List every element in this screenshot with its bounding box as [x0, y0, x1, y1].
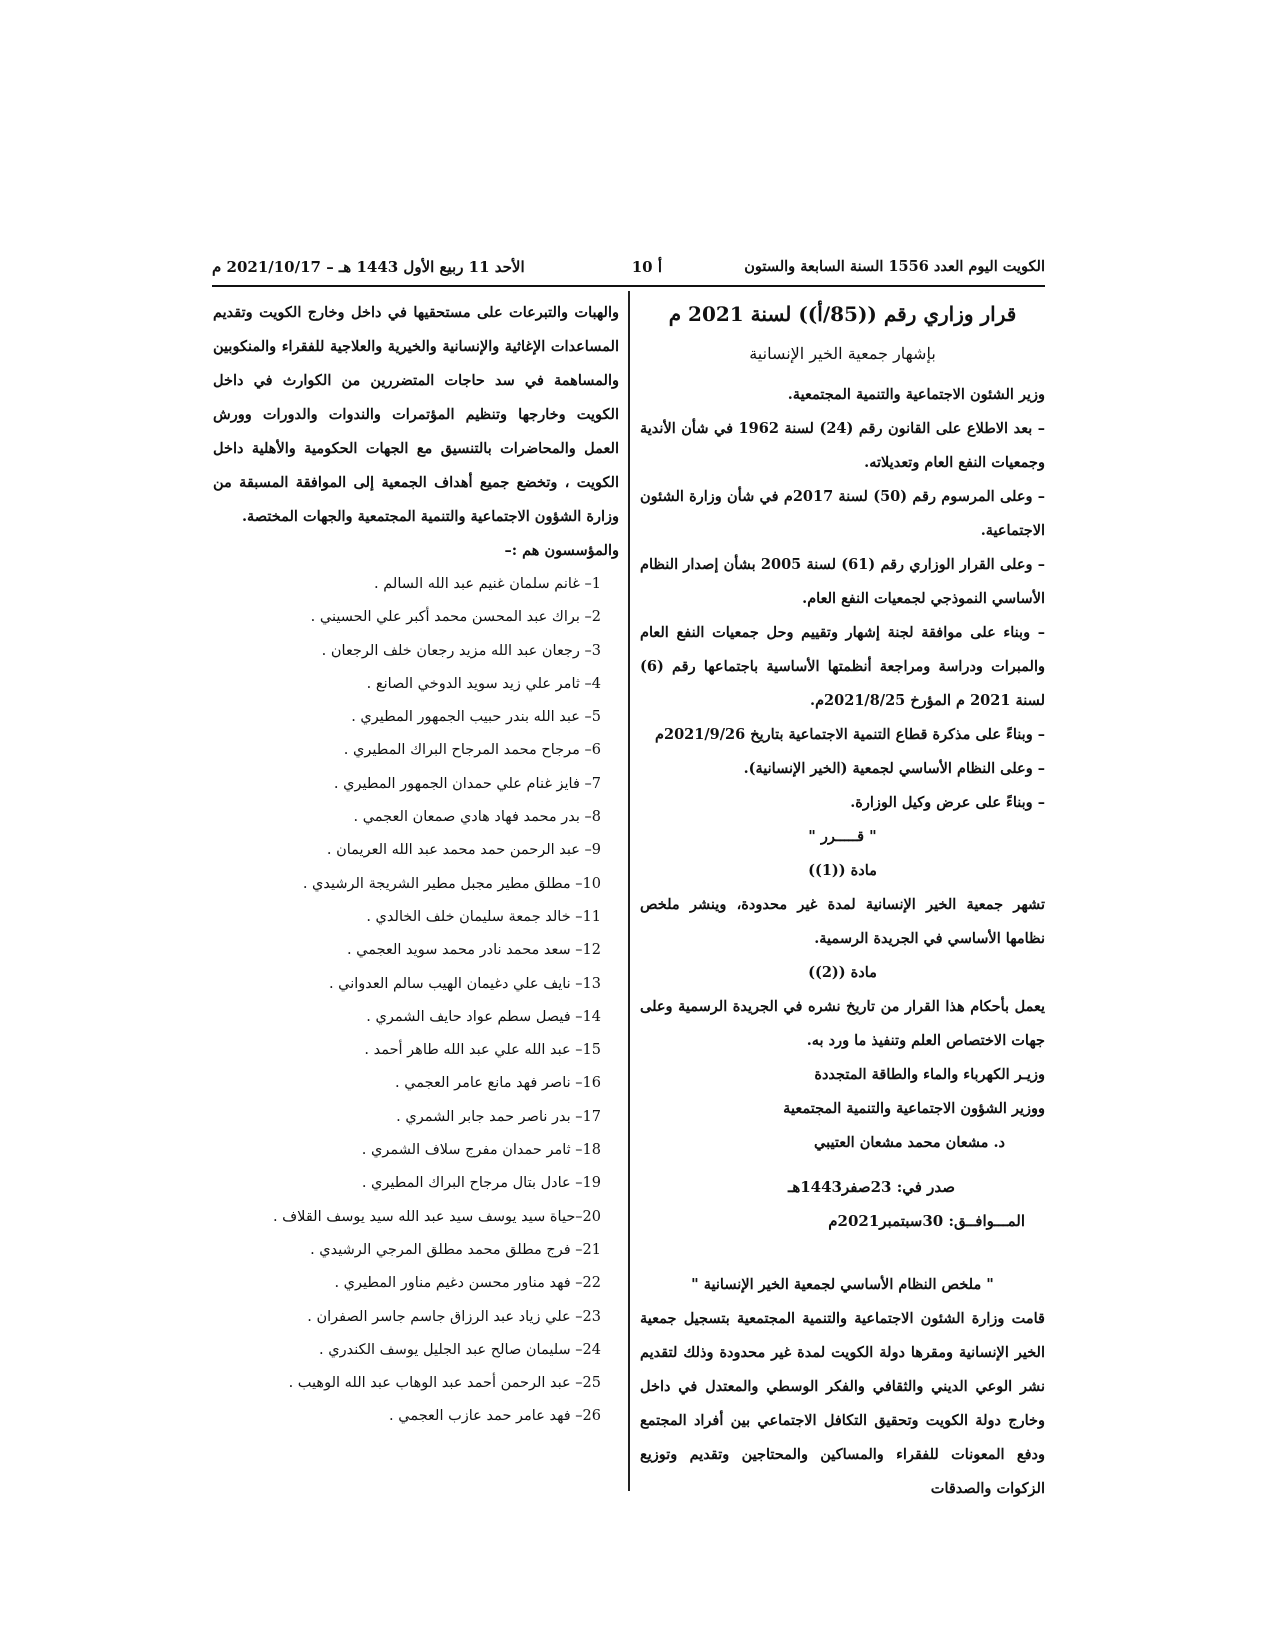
article-2-text: يعمل بأحكام هذا القرار من تاريخ نشره في الجريدة الرسمية وعلى جهات الاختصاص العلم وتنفيذ ما ورد به.: [640, 998, 1045, 1049]
list-item: 22– فهد مناور محسن دغيم مناور المطيري .: [334, 1275, 601, 1292]
recital-7: – وبناءً على عرض وكيل الوزارة.: [850, 794, 1045, 811]
list-item: 8– بدر محمد فهاد هادي صمعان العجمي .: [353, 809, 601, 826]
list-item: 2– براك عبد المحسن محمد أكبر علي الحسيني .: [310, 609, 601, 626]
list-item: 17– بدر ناصر حمد جابر الشمري .: [396, 1108, 601, 1125]
recital-3: – وعلى القرار الوزاري رقم (61) لسنة 2005 بشأن إصدار النظام الأساسي النموذجي لجمعيات النفع العام.: [640, 556, 1045, 607]
summary-continuation: والهبات والتبرعات على مستحقيها في داخل وخارج الكويت وتقديم المساعدات الإغاثية والإنسانية والخيرية والعلاجية للفقراء والمنكوبين والمساهمة في سد حاجات المتضررين من الكوارث في داخل الكويت وخارجها وتنظيم المؤتمرات والندوات والدورات وورش العمل والمحاضرات بالتنسيق مع الجهات الحكومية والأهلية داخل الكويت ، وتخضع جميع أهداف الجمعية إلى الموافقة المسبقة من وزارة الشؤون الاجتماعية والتنمية المجتمعية والجهات المختصة.: [213, 304, 619, 525]
header-date: الأحد 11 ربيع الأول 1443 هـ – 2021/10/17 م: [212, 258, 525, 276]
spacer: [640, 1238, 1045, 1268]
decree-subtitle: بإشهار جمعية الخير الإنسانية: [749, 344, 936, 363]
list-item: 1– غانم سلمان غنيم عبد الله السالم .: [374, 576, 601, 592]
list-item: 6– مرجاح محمد المرجاح البراك المطيري .: [343, 742, 601, 759]
column-divider: [628, 291, 630, 1491]
right-column: [640, 296, 1045, 1506]
header-rule: [212, 285, 1045, 287]
list-item: 16– ناصر فهد مانع عامر العجمي .: [394, 1075, 601, 1092]
recital-1: – بعد الاطلاع على القانون رقم (24) لسنة 1962 في شأن الأندية وجمعيات النفع العام وتعديلاته.: [640, 420, 1045, 471]
list-item: 3– رجعان عبد الله مزيد رجعان خلف الرجعان .: [321, 642, 601, 659]
article-1-title: مادة ((1)): [808, 862, 877, 879]
founders-label: والمؤسسون هم :–: [504, 542, 619, 559]
list-item: 10– مطلق مطير مجبل مطير الشريجة الرشيدي .: [302, 875, 601, 892]
list-item: 15– عبد الله علي عبد الله طاهر أحمد .: [364, 1042, 601, 1059]
list-item: 26– فهد عامر حمد عازب العجمي .: [389, 1408, 601, 1425]
signature-title-2: ووزير الشؤون الاجتماعية والتنمية المجتمعية: [783, 1100, 1045, 1117]
list-item: 24– سليمان صالح عبد الجليل يوسف الكندري .: [319, 1341, 601, 1358]
spacer: [640, 1160, 1045, 1170]
list-item: 23– علي زياد عبد الرزاق جاسم جاسر الصفران .: [307, 1308, 601, 1325]
list-item: 11– خالد جمعة سليمان خلف الخالدي .: [366, 908, 601, 925]
founders-list: [213, 568, 619, 1434]
corresponding-date: المـــوافــق: 30سبتمبر2021م: [828, 1212, 1025, 1230]
list-item: 20–حياة سيد يوسف سيد عبد الله سيد يوسف القلاف .: [272, 1208, 601, 1225]
list-item: 21– فرج مطلق محمد مطلق المرجي الرشيدي .: [310, 1241, 601, 1258]
left-column: [213, 296, 619, 1434]
page-header: [212, 258, 1045, 282]
list-item: 14– فيصل سطم عواد حايف الشمري .: [366, 1008, 601, 1025]
header-page-number: أ 10: [631, 258, 662, 276]
decree-title: قرار وزاري رقم ((85/أ)) لسنة 2021 م: [668, 302, 1017, 326]
list-item: 9– عبد الرحمن حمد محمد عبد الله العريمان .: [326, 842, 601, 859]
list-item: 4– ثامر علي زيد سويد الدوخي الصانع .: [366, 675, 601, 692]
signature-name: د. مشعان محمد مشعان العتيبي: [814, 1134, 1005, 1151]
decree-minister: وزير الشئون الاجتماعية والتنمية المجتمعية.: [787, 386, 1045, 403]
recital-6: – وعلى النظام الأساسي لجمعية (الخير الإنسانية).: [743, 760, 1045, 777]
recital-5: – وبناءً على مذكرة قطاع التنمية الاجتماعية بتاريخ 2021/9/26م: [655, 726, 1045, 743]
article-1-text: تشهر جمعية الخير الإنسانية لمدة غير محدودة، وينشر ملخص نظامها الأساسي في الجريدة الرسمية.: [640, 896, 1045, 947]
signature-title-1: وزيـر الكهرباء والماء والطاقة المتجددة: [814, 1066, 1045, 1083]
list-item: 19– عادل بتال مرجاح البراك المطيري .: [361, 1175, 601, 1192]
list-item: 13– نايف علي دغيمان الهيب سالم العدواني .: [328, 975, 601, 992]
article-2-title: مادة ((2)): [808, 964, 877, 981]
recital-4: – وبناء على موافقة لجنة إشهار وتقييم وحل جمعيات النفع العام والمبرات ودراسة ومراجعة أنظمتها الأساسية باجتماعها رقم (6) لسنة 2021 م المؤرخ 2021/8/25م.: [640, 624, 1045, 709]
header-issue: الكويت اليوم العدد 1556 السنة السابعة والستون: [744, 258, 1045, 275]
summary-title: " ملخص النظام الأساسي لجمعية الخير الإنسانية ": [691, 1276, 994, 1293]
list-item: 12– سعد محمد نادر محمد سويد العجمي .: [346, 942, 601, 959]
list-item: 7– فايز غنام علي حمدان الجمهور المطيري .: [333, 775, 601, 792]
list-item: 5– عبد الله بندر حبيب الجمهور المطيري .: [351, 709, 601, 726]
list-item: 25– عبد الرحمن أحمد عبد الوهاب عبد الله الوهيب .: [288, 1375, 601, 1392]
decides-heading: " قـــــرر ": [808, 828, 877, 845]
issued-date: صدر في: 23صفر1443هـ: [787, 1178, 955, 1196]
recital-2: – وعلى المرسوم رقم (50) لسنة 2017م في شأن وزارة الشئون الاجتماعية.: [640, 488, 1046, 539]
summary-text: قامت وزارة الشئون الاجتماعية والتنمية المجتمعية بتسجيل جمعية الخير الإنسانية ومقرها دولة الكويت لمدة غير محدودة وذلك لتقديم نشر الوعي الديني والثقافي والفكر الوسطي والمعتدل في داخل وخارج دولة الكويت وتحقيق التكافل الاجتماعي بين أفراد المجتمع ودفع المعونات للفقراء والمساكين والمحتاجين وتقديم وتوزيع الزكوات والصدقات: [640, 1310, 1045, 1497]
list-item: 18– ثامر حمدان مفرج سلاف الشمري .: [361, 1142, 601, 1159]
